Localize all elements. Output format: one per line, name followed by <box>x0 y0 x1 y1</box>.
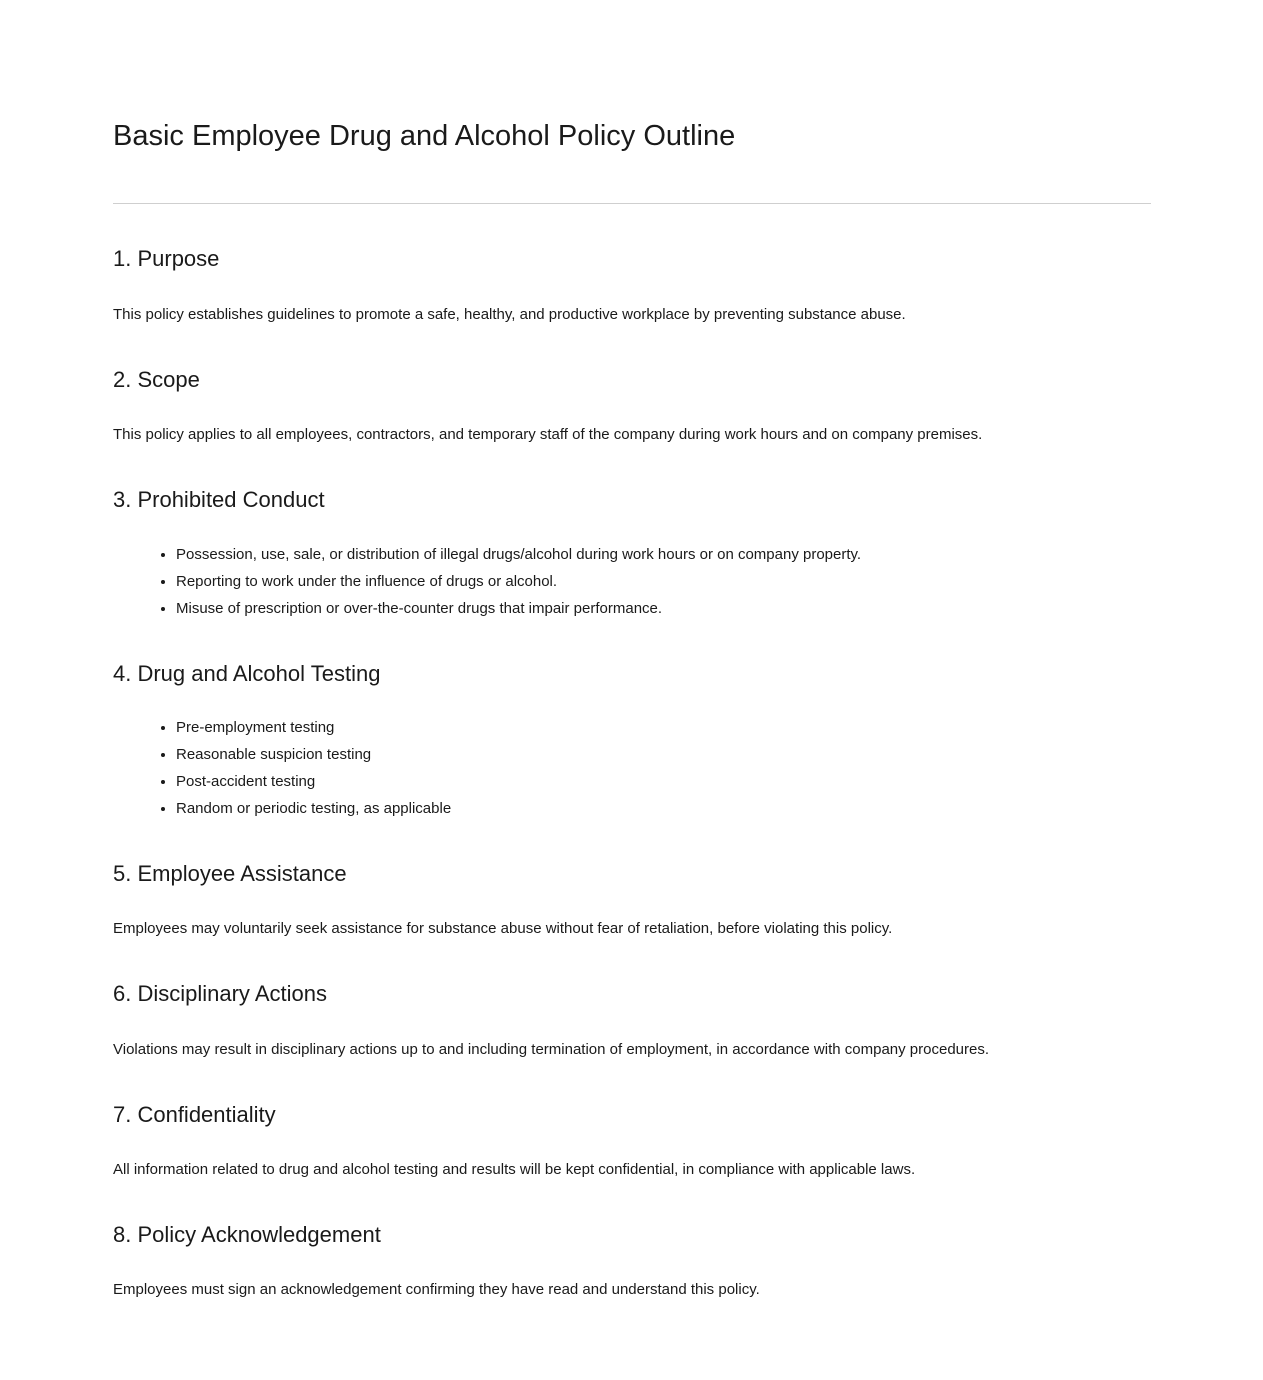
list-item: • Reasonable suspicion testing <box>176 744 1151 765</box>
list-item: • Misuse of prescription or over-the-counter drugs that impair performance. <box>176 598 1151 619</box>
list-item: • Reporting to work under the influence of drugs or alcohol. <box>176 571 1151 592</box>
list-item: • Post-accident testing <box>176 771 1151 792</box>
list-item: • Random or periodic testing, as applicable <box>176 798 1151 819</box>
section-heading: 1. Purpose <box>113 246 220 272</box>
section-list <box>113 717 1151 819</box>
list-item: • Pre-employment testing <box>176 717 1151 738</box>
section-heading: 4. Drug and Alcohol Testing <box>113 660 381 686</box>
section-paragraph: Employees may voluntarily seek assistance for substance abuse without fear of retaliation, before violating this policy. <box>113 920 893 938</box>
document-title: Basic Employee Drug and Alcohol Policy Outline <box>113 120 736 152</box>
section-paragraph: This policy establishes guidelines to promote a safe, healthy, and productive workplace by preventing substance abuse. <box>113 305 906 323</box>
section-list <box>113 544 1151 619</box>
section-paragraph: All information related to drug and alcohol testing and results will be kept confidential, in compliance with applicable laws. <box>113 1161 916 1179</box>
sections-container <box>113 246 1151 1300</box>
section-heading: 8. Policy Acknowledgement <box>113 1222 381 1248</box>
list-item: • Possession, use, sale, or distribution of illegal drugs/alcohol during work hours or on company property. <box>176 544 1151 565</box>
title-divider <box>113 203 1151 204</box>
section-heading: 3. Prohibited Conduct <box>113 487 325 513</box>
section-paragraph: Violations may result in disciplinary actions up to and including termination of employment, in accordance with company procedures. <box>113 1040 990 1058</box>
section-heading: 2. Scope <box>113 366 200 392</box>
section-paragraph: Employees must sign an acknowledgement confirming they have read and understand this policy. <box>113 1281 760 1299</box>
section-heading: 5. Employee Assistance <box>113 860 347 886</box>
section-heading: 7. Confidentiality <box>113 1101 276 1127</box>
document <box>113 120 1151 1300</box>
section-paragraph: This policy applies to all employees, contractors, and temporary staff of the company during work hours and on company premises. <box>113 426 983 444</box>
section-heading: 6. Disciplinary Actions <box>113 981 327 1007</box>
